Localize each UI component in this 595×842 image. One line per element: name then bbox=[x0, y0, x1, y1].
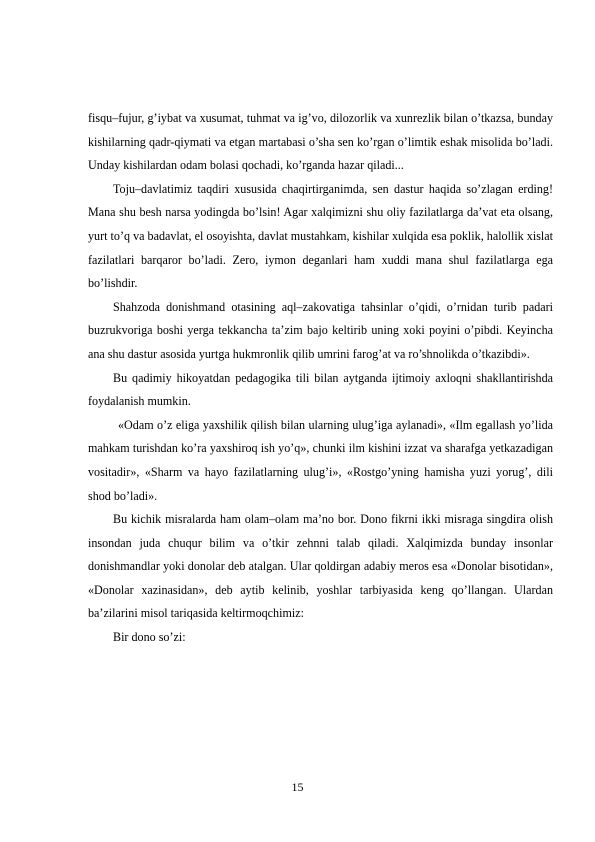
paragraph-pedagogika: Bu qadimiy hikoyatdan pedagogika tili bilan aytganda ijtimoiy axloqni shakllantirishda foydalanish mumkin. bbox=[88, 370, 553, 409]
document-body bbox=[88, 107, 553, 650]
paragraph-shahzoda: Shahzoda donishmand otasining aql–zakovatiga tahsinlar o’qidi, o’rnidan turib padari buzrukvoriga boshi yerga tekkancha ta’zim bajo keltirib uning xoki poyini o’pibdi. Keyincha ana shu dastur asosida yurtga hukmronlik qilib umrini farog’at va ro’shnolikda o’tkazibdi». bbox=[88, 299, 553, 361]
paragraph-dastur-speech: Toju–davlatimiz taqdiri xususida chaqirtirganimda, sen dastur haqida so’zlagan erding! Mana shu besh narsa yodingda bo’lsin! Agar xalqimizni shu oliy fazilatlarga da’vat eta olsang, yurt to’q va badavlat, el osoyishta, davlat mustahkam, kishilar xulqida esa poklik, halollik xislat fazilatlari barqaror bo’ladi. Zero, iymon deganlari ham xuddi mana shul fazilatlarga ega bo’lishdir. bbox=[88, 181, 553, 291]
paragraph-misralar: Bu kichik misralarda ham olam–olam ma’no bor. Dono fikrni ikki misraga singdira olish insondan juda chuqur bilim va o’tkir zehnni talab qiladi. Xalqimizda bunday insonlar donishmandlar yoki donolar deb atalgan. Ular qoldirgan adabiy meros esa «Donolar bisotidan», «Donolar xazinasidan», deb aytib kelinib, yoshlar tarbiyasida keng qo’llangan. Ulardan ba’zilarini misol tariqasida keltirmoqchimiz: bbox=[88, 512, 553, 621]
page-number: 15 bbox=[291, 780, 304, 794]
paragraph-bir-dono: Bir dono so’zi: bbox=[113, 630, 186, 645]
paragraph-continuation: fisqu–fujur, g’iybat va xusumat, tuhmat va ig’vo, dilozorlik va xunrezlik bilan o’tkazsa, bunday kishilarning qadr-qiymati va etgan martabasi o’sha sen ko’rgan o’limtik eshak misolida bo’ladi. Unday kishilardan odam bolasi qochadi, ko’rganda hazar qiladi... bbox=[88, 111, 553, 173]
paragraph-quotes: «Odam o’z eliga yaxshilik qilish bilan ularning ulug’iga aylanadi», «Ilm egallash yo’lida mahkam turishdan ko’ra yaxshiroq ish yo’q», chunki ilm kishini izzat va sharafga yetkazadigan vositadir», «Sharm va hayo fazilatlarning ulug’i», «Rostgo’yning hamisha yuzi yorug’, dili shod bo’ladi». bbox=[88, 417, 553, 503]
